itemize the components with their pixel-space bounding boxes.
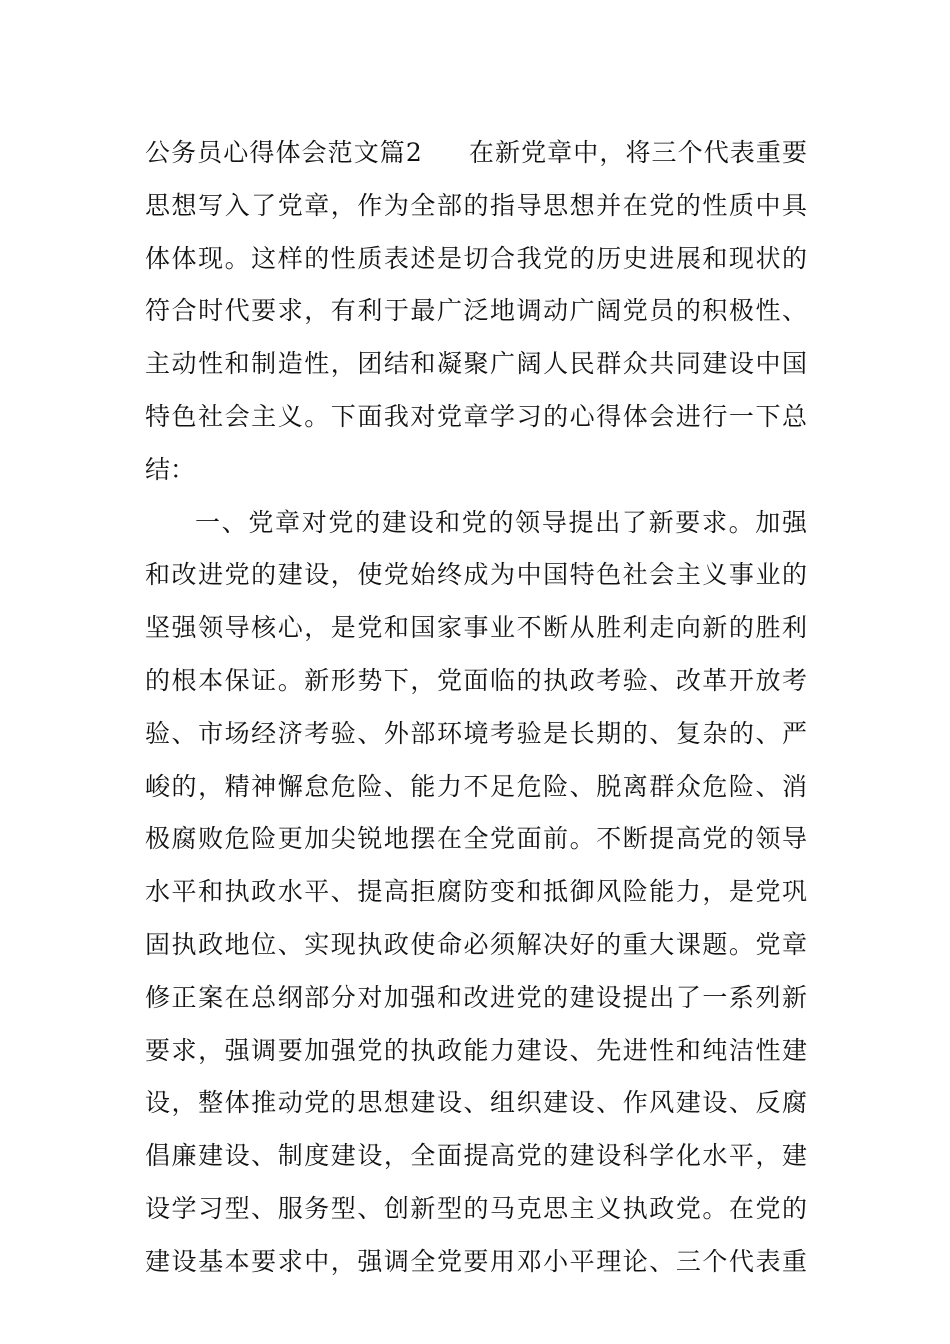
document-body <box>145 127 807 1289</box>
section1-line: 要求，强调要加强党的执政能力建设、先进性和纯洁性建 <box>145 1035 807 1065</box>
intro-first-line-text: 在新党章中，将三个代表重要 <box>467 138 807 167</box>
section1-line: 一、党章对党的建设和党的领导提出了新要求。加强 <box>195 507 807 537</box>
intro-line: 特色社会主义。下面我对党章学习的心得体会进行一下总 <box>145 401 807 431</box>
intro-line: 体体现。这样的性质表述是切合我党的历史进展和现状的 <box>145 243 807 273</box>
section1-line: 修正案在总纲部分对加强和改进党的建设提出了一系列新 <box>145 982 807 1012</box>
section1-line: 峻的，精神懈怠危险、能力不足危险、脱离群众危险、消 <box>145 771 807 801</box>
intro-line: 思想写入了党章，作为全部的指导思想并在党的性质中具 <box>145 190 807 220</box>
section1-line: 坚强领导核心，是党和国家事业不断从胜利走向新的胜利 <box>145 613 807 643</box>
document-title: 公务员心得体会范文篇2 <box>145 138 422 167</box>
intro-line: 结： <box>145 454 196 484</box>
intro-line: 主动性和制造性，团结和凝聚广阔人民群众共同建设中国 <box>145 349 807 379</box>
title-line <box>145 127 807 180</box>
section1-line: 验、市场经济考验、外部环境考验是长期的、复杂的、严 <box>145 718 807 748</box>
section1-line: 设学习型、服务型、创新型的马克思主义执政党。在党的 <box>145 1193 807 1223</box>
section1-line: 设，整体推动党的思想建设、组织建设、作风建设、反腐 <box>145 1088 807 1118</box>
intro-line: 符合时代要求，有利于最广泛地调动广阔党员的积极性、 <box>145 296 807 326</box>
section1-line: 和改进党的建设，使党始终成为中国特色社会主义事业的 <box>145 560 807 590</box>
section1-line: 建设基本要求中，强调全党要用邓小平理论、三个代表重 <box>145 1246 807 1276</box>
section1-line: 固执政地位、实现执政使命必须解决好的重大课题。党章 <box>145 929 807 959</box>
section1-line: 倡廉建设、制度建设，全面提高党的建设科学化水平，建 <box>145 1141 807 1171</box>
section1-line: 极腐败危险更加尖锐地摆在全党面前。不断提高党的领导 <box>145 824 807 854</box>
section1-line: 水平和执政水平、提高拒腐防变和抵御风险能力，是党巩 <box>145 877 807 907</box>
section1-line: 的根本保证。新形势下，党面临的执政考验、改革开放考 <box>145 665 807 695</box>
